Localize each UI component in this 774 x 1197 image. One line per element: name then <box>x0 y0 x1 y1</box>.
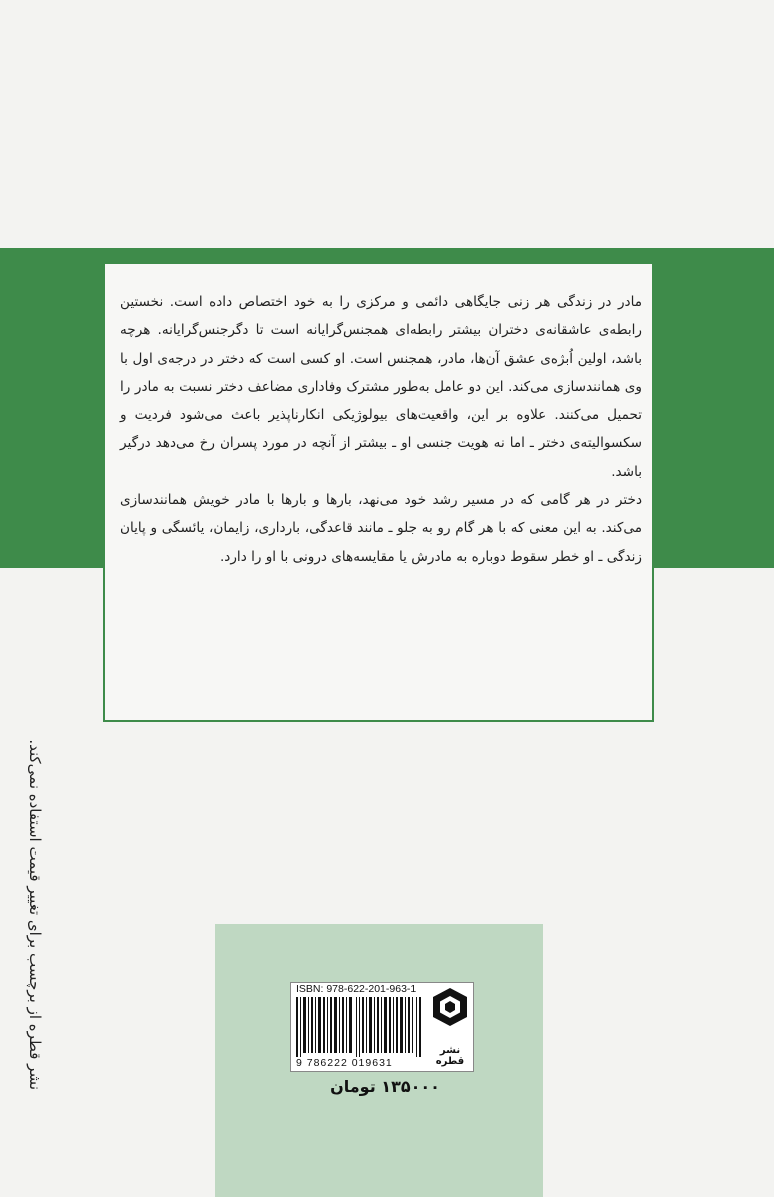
barcode-number: 9 786222 019631 <box>296 1057 393 1069</box>
barcode-icon <box>296 997 424 1057</box>
price-label-note: نشر قطره از برچسب برای تغییر قیمت استفاده نمی‌کند. <box>26 739 44 1090</box>
publisher-logo-text: نشر قطره <box>435 1045 465 1067</box>
isbn-text: ISBN: 978-622-201-963-1 <box>296 983 417 995</box>
blurb-paragraph-1: مادر در زندگی هر زنی جایگاهی دائمی و مرکزی را به خود اختصاص داده است. نخستین رابطه‌ی عاشقانه‌ی دختران بیشتر رابطه‌ای همجنس‌گرایانه است تا دگرجنس‌گرایانه. هرچه باشد، اولین اُبژه‌ی عشق آن‌ها، مادر، همجنس است. او کسی است که دختر در درجه‌ی اول با وی همانندسازی می‌کند. این دو عامل به‌طور مشترک وفاداری مضاعف دختر نسبت به مادر را تحمیل می‌کنند. علاوه بر این، واقعیت‌های بیولوژیکی انکارناپذیر باعث می‌شود فردیت و سکسوالیته‌ی دختر ـ اما نه هویت جنسی او ـ بیشتر از آنچه در مورد پسران رخ می‌دهد درگیر باشد. <box>120 294 642 480</box>
blurb-paragraph-2: دختر در هر گامی که در مسیر رشد خود می‌نهد، بارها و بارها با مادر خویش همانندسازی می‌کند. به این معنی که با هر گام رو به جلو ـ مانند قاعدگی، بارداری، زایمان، یائسگی و پایان زندگی ـ او خطر سقوط دوباره به مادرش یا مقایسه‌های درونی با او را دارد. <box>120 492 642 565</box>
blurb-text <box>120 288 642 571</box>
publisher-logo-icon <box>430 986 470 1044</box>
price-text: ۱۳۵۰۰۰ تومان <box>330 1077 440 1096</box>
